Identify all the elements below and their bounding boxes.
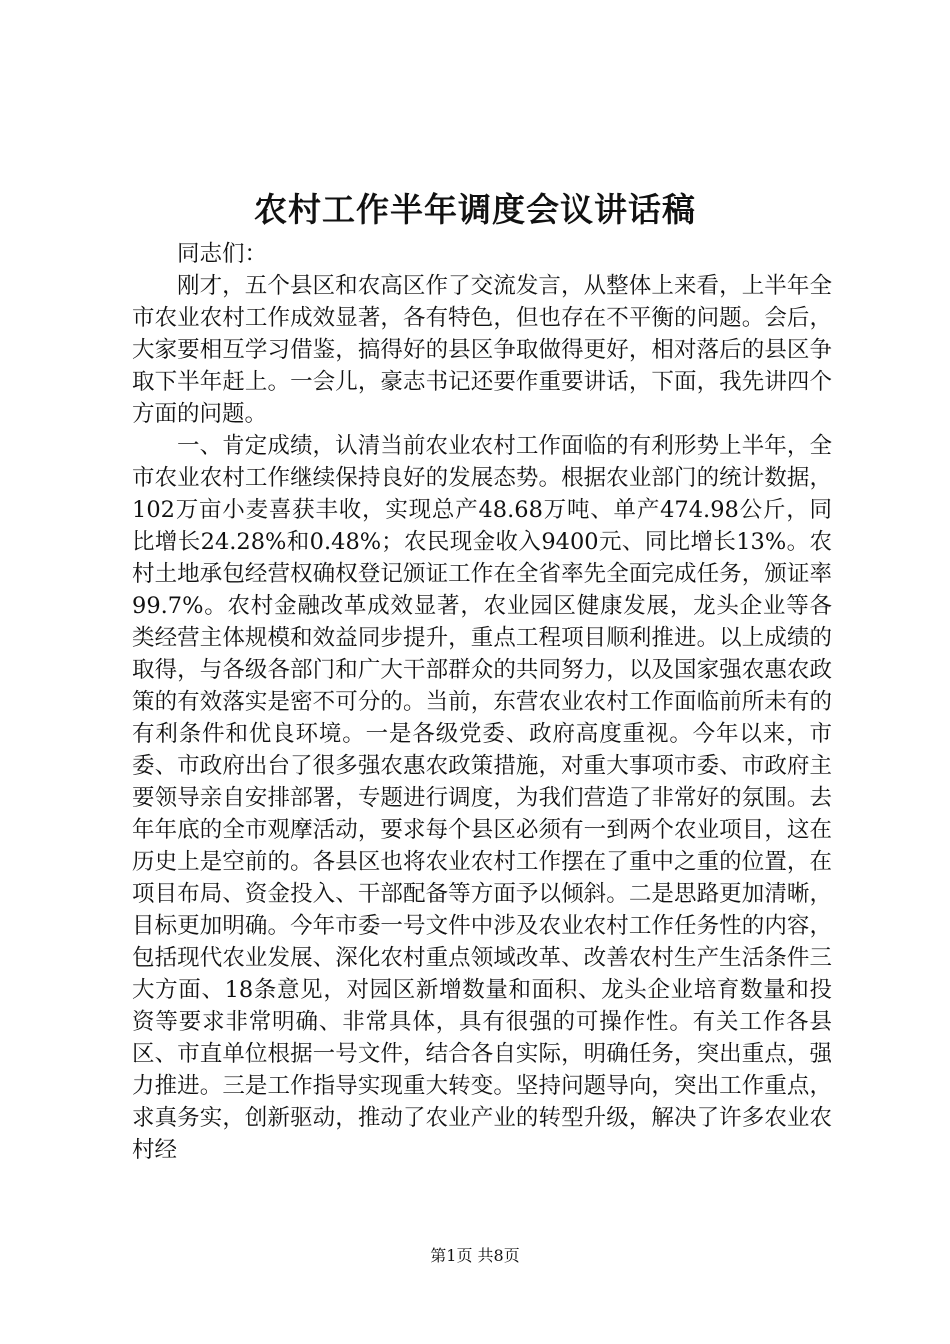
paragraph-section-one: 一、肯定成绩，认清当前农业农村工作面临的有利形势上半年，全市农业农村工作继续保持良好的发展态势。根据农业部门的统计数据，102万亩小麦喜获丰收，实现总产48.68万吨、单产474.98公斤，同比增长24.28%和0.48%；农民现金收入9400元、同比增长13%。农村土地承包经营权确权登记颁证工作在全省率先全面完成任务，颁证率99.7%。农村金融改革成效显著，农业园区健康发展，龙头企业等各类经营主体规模和效益同步提升，重点工程项目顺利推进。以上成绩的取得，与各级各部门和广大干部群众的共同努力，以及国家强农惠农政策的有效落实是密不可分的。当前，东营农业农村工作面临前所未有的有利条件和优良环境。一是各级党委、政府高度重视。今年以来，市委、市政府出台了很多强农惠农政策措施，对重大事项市委、市政府主要领导亲自安排部署，专题进行调度，为我们营造了非常好的氛围。去年年底的全市观摩活动，要求每个县区必须有一到两个农业项目，这在历史上是空前的。各县区也将农业农村工作摆在了重中之重的位置，在项目布局、资金投入、干部配备等方面予以倾斜。二是思路更加清晰，目标更加明确。今年市委一号文件中涉及农业农村工作任务性的内容，包括现代农业发展、深化农村重点领域改革、改善农村生产生活条件三大方面、18条意见，对园区新增数量和面积、龙头企业培育数量和投资等要求非常明确、非常具体，具有很强的可操作性。有关工作各县区、市直单位根据一号文件，结合各自实际，明确任务，突出重点，强力推进。三是工作指导实现重大转变。坚持问题导向，突出工作重点，求真务实，创新驱动，推动了农业产业的转型升级，解决了许多农业农村经 [132,433,832,1163]
page-title: 农村工作半年调度会议讲话稿 [254,190,696,229]
salutation: 同志们： [177,241,268,267]
paragraph-intro: 刚才，五个县区和农高区作了交流发言，从整体上来看，上半年全市农业农村工作成效显著，各有特色，但也存在不平衡的问题。会后，大家要相互学习借鉴，搞得好的县区争取做得更好，相对落后的县区争取下半年赶上。一会儿，豪志书记还要作重要讲话，下面，我先讲四个方面的问题。 [132,273,832,427]
document-body [132,238,832,1166]
page-indicator: 第1页 共8页 [430,1246,520,1265]
